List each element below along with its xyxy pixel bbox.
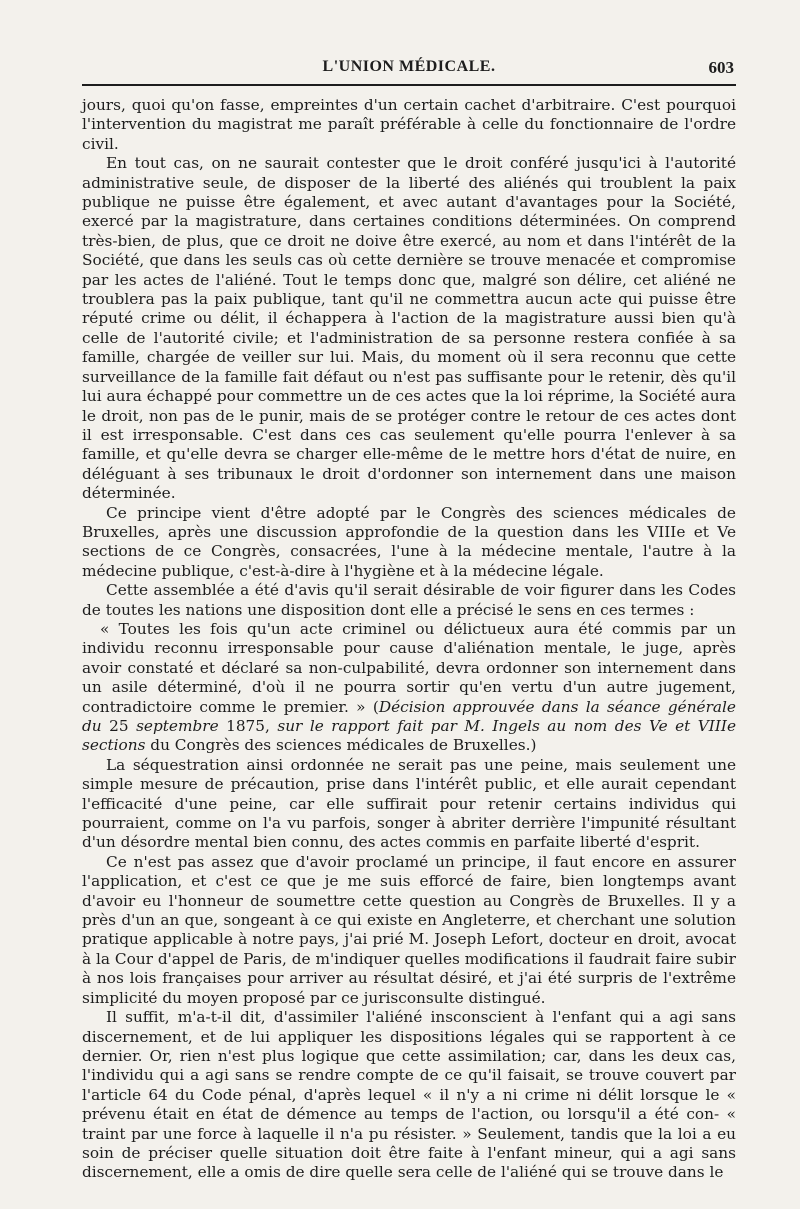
paragraph: La séquestration ainsi ordonnée ne serait pas une peine, mais seulement une simple mesure de précaution, prise dans l'intérêt public, et elle aurait cependant l'efficacité d'une peine, car elle suffirait pour retenir certains individus qui pourraient, comme on l'a vu parfois, songer à abriter derrière l'impunité résultant d'un désordre mental bien connu, des actes commis en parfaite liberté d'esprit. <box>82 755 736 852</box>
quote-source: septembre <box>136 717 219 735</box>
paragraph: Ce n'est pas assez que d'avoir proclamé un principe, il faut encore en assurer l'application, et c'est ce que je me suis efforcé de faire, bien longtemps avant d'avoir eu l'honneur de soumettre cette question au Congrès de Bruxelles. Il y a près d'un an que, songeant à ce qui existe en Angleterre, et cherchant une solution pratique applicable à notre pays, j'ai prié M. Joseph Lefort, docteur en droit, avocat à la Cour d'appel de Paris, de m'indiquer quelles modifications il faudrait faire subir à nos lois françaises pour arriver au résultat désiré, et j'ai été surpris de l'extrême simplicité du moyen proposé par ce jurisconsulte distingué. <box>82 852 736 1007</box>
paragraph: Cette assemblée a été d'avis qu'il serait désirable de voir figurer dans les Codes de toutes les nations une disposition dont elle a précisé le sens en ces termes : <box>82 581 736 619</box>
quote-text: « Toutes les fois qu'un acte criminel ou délictueux aura été commis par un individu reconnu irresponsable pour cause d'aliénation mentale, le juge, après avoir constaté et déclaré sa non-culpabilité, devra ordonner son internement dans un asile déterminé, d'où il ne pourra sortir qu'en vertu d'un autre jugement, contradictoire comme le premier. » ( <box>82 619 736 716</box>
running-header <box>82 50 736 86</box>
quoted-resolution <box>82 620 736 756</box>
quote-source: sur le rapport fait par M. Ingels au nom des Ve et VIIIe sections <box>82 717 736 755</box>
quote-source: 25 <box>101 717 137 735</box>
quote-source: du Congrès des sciences médicales de Bruxelles.) <box>145 736 537 755</box>
paragraph: jours, quoi qu'on fasse, empreintes d'un certain cachet d'arbitraire. C'est pourquoi l'intervention du magistrat me paraît préférable à celle du fonctionnaire de l'ordre civil. <box>82 96 736 153</box>
page-number: 603 <box>708 58 734 77</box>
paragraph: Ce principe vient d'être adopté par le Congrès des sciences médicales de Bruxelles, après une discussion approfondie de la question dans les VIIIe et Ve sections de ce Congrès, consacrées, l'une à la médecine mentale, l'autre à la médecine publique, c'est-à-dire à l'hygiène et à la médecine légale. <box>82 503 736 580</box>
quote-source: 1875, <box>218 717 278 735</box>
paragraph: En tout cas, on ne saurait contester que le droit conféré jusqu'ici à l'autorité administrative seule, de disposer de la liberté des aliénés qui troublent la paix publique ne puisse être également, et avec autant d'avantages pour la Société, exercé par la magistrature, dans certaines conditions déterminées. On comprend très-bien, de plus, que ce droit ne doive être exercé, au nom et dans l'intérêt de la Société, que dans les seuls cas où cette dernière se trouve menacée et compromise par les actes de l'aliéné. Tout le temps donc que, malgré son délire, cet aliéné ne troublera pas la paix publique, tant qu'il ne commettra aucun acte qui puisse être réputé crime ou délit, il échappera à l'action de la magistrature aussi bien qu'à celle de l'autorité civile; et l'administration de sa personne restera confiée à sa famille, chargée de veiller sur lui. Mais, du moment où il sera reconnu que cette surveillance de la famille fait défaut ou n'est pas suffisante pour le retenir, dès qu'il lui aura échappé pour commettre un de ces actes que la loi réprime, la Société aura le droit, non pas de le punir, mais de se protéger contre le retour de ces actes dont il est irresponsable. C'est dans ces cas seulement qu'elle pourra l'enlever à sa famille, et qu'elle devra se charger elle-même de le mettre hors d'état de nuire, en déléguant à ses tribunaux le droit d'ordonner son internement dans une maison déterminée. <box>82 154 736 503</box>
quote-source: Décision approuvée dans la séance générale du <box>82 697 736 735</box>
running-title: L'UNION MÉDICALE. <box>322 58 496 75</box>
paragraph: Il suffit, m'a-t-il dit, d'assimiler l'aliéné insconscient à l'enfant qui a agi sans discernement, et de lui appliquer les dispositions légales qui se rapportent à ce dernier. Or, rien n'est plus logique que cette assimilation; car, dans les deux cas, l'individu qui a agi sans se rendre compte de ce qu'il faisait, se trouve couvert par l'article 64 du Code pénal, d'après lequel « il n'y a ni crime ni délit lorsque le « prévenu était en état de démence au temps de l'action, ou lorsqu'il a été con- « traint par une force à laquelle il n'a pu résister. » Seulement, tandis que la loi a eu soin de préciser quelle situation doit être faite à l'enfant mineur, qui a agi sans discernement, elle a omis de dire quelle sera celle de l'aliéné qui se trouve dans le <box>82 1008 736 1182</box>
body-text <box>82 96 736 1183</box>
